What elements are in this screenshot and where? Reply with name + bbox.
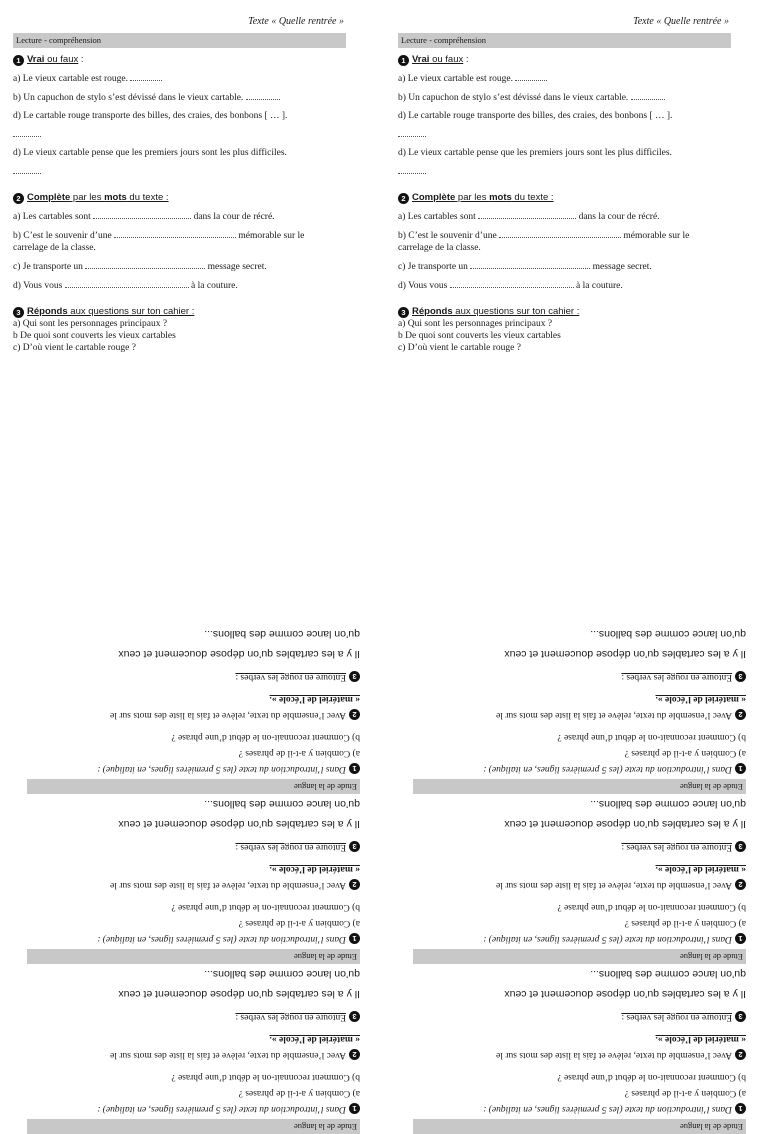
q1-heading: 1 Vrai ou faux : xyxy=(398,54,731,66)
number-badge-icon: 2 xyxy=(349,709,360,720)
section-header: Lecture - compréhension xyxy=(13,33,346,48)
q2-heading: 2 Complète par les mots du texte : xyxy=(398,192,731,204)
number-badge-icon: 1 xyxy=(349,763,360,774)
worksheet-left xyxy=(13,13,346,353)
number-badge-icon: 3 xyxy=(349,1011,360,1022)
langue-block: Etude de la langue 1Dans l’introduction du texte (les 5 premières lignes, en italique) : a) Combien y a-t-il de phrases ? b) Comment reconnait-on le début d’une phrase ? 2Avec l’ensemble du texte, relève et fais la liste des mots sur le « matériel de l’école ». 3Entoure en rouge les verbes : Il y a les cartables qu’on dépose doucement et ceux qu’on lance comme des ballons... xyxy=(27,794,360,964)
number-badge-icon: 2 xyxy=(13,193,24,204)
number-badge-icon: 1 xyxy=(735,933,746,944)
number-badge-icon: 1 xyxy=(398,55,409,66)
q2-item: b) C’est le souvenir d’une mémorable sur le xyxy=(13,231,305,241)
doc-title: Texte « Quelle rentrée » xyxy=(633,16,729,27)
number-badge-icon: 2 xyxy=(349,879,360,890)
number-badge-icon: 3 xyxy=(735,671,746,682)
q2-item: carrelage de la classe. xyxy=(398,243,481,253)
answer-line xyxy=(398,128,731,141)
number-badge-icon: 1 xyxy=(13,55,24,66)
number-badge-icon: 3 xyxy=(735,841,746,852)
q2-item: c) Je transporte un message secret. xyxy=(398,262,652,272)
answer-line xyxy=(13,128,346,141)
q1-item: d) Le vieux cartable pense que les premiers jours sont les plus difficiles. xyxy=(13,148,287,158)
q3-item: c) D’où vient le cartable rouge ? xyxy=(13,343,136,353)
number-badge-icon: 2 xyxy=(735,709,746,720)
q1-heading: 1 Vrai ou faux : xyxy=(13,54,346,66)
answer-line xyxy=(13,165,346,178)
number-badge-icon: 2 xyxy=(735,879,746,890)
langue-column xyxy=(413,558,746,1132)
doc-title: Texte « Quelle rentrée » xyxy=(248,16,344,27)
q2-item: a) Les cartables sont dans la cour de récré. xyxy=(398,212,660,222)
upside-down-exercises xyxy=(0,558,768,1132)
langue-column xyxy=(27,558,360,1132)
langue-block: Etude de la langue 1Dans l’introduction du texte (les 5 premières lignes, en italique) : a) Combien y a-t-il de phrases ? b) Comment reconnait-on le début d’une phrase ? 2Avec l’ensemble du texte, relève et fais la liste des mots sur le « matériel de l’école ». 3Entoure en rouge les verbes : Il y a les cartables qu’on dépose doucement et ceux qu’on lance comme des ballons... xyxy=(27,624,360,794)
number-badge-icon: 3 xyxy=(398,307,409,318)
number-badge-icon: 3 xyxy=(349,841,360,852)
number-badge-icon: 3 xyxy=(735,1011,746,1022)
q2-item: d) Vous vous à la couture. xyxy=(398,281,623,291)
langue-block: Etude de la langue 1Dans l’introduction du texte (les 5 premières lignes, en italique) : a) Combien y a-t-il de phrases ? b) Comment reconnait-on le début d’une phrase ? 2Avec l’ensemble du texte, relève et fais la liste des mots sur le « matériel de l’école ». 3Entoure en rouge les verbes : Il y a les cartables qu’on dépose doucement et ceux qu’on lance comme des ballons... xyxy=(413,624,746,794)
q1-item: b) Un capuchon de stylo s’est dévissé dans le vieux cartable. xyxy=(13,91,346,104)
q1-item: b) Un capuchon de stylo s’est dévissé dans le vieux cartable. xyxy=(398,91,731,104)
number-badge-icon: 2 xyxy=(349,1049,360,1060)
langue-block: Etude de la langue 1Dans l’introduction du texte (les 5 premières lignes, en italique) : a) Combien y a-t-il de phrases ? b) Comment reconnait-on le début d’une phrase ? 2Avec l’ensemble du texte, relève et fais la liste des mots sur le « matériel de l’école ». 3Entoure en rouge les verbes : Il y a les cartables qu’on dépose doucement et ceux qu’on lance comme des ballons... xyxy=(413,794,746,964)
q1-item: d) Le cartable rouge transporte des billes, des craies, des bonbons [ … ]. xyxy=(398,111,673,121)
q2-item: carrelage de la classe. xyxy=(13,243,96,253)
number-badge-icon: 2 xyxy=(398,193,409,204)
q3-item: a) Qui sont les personnages principaux ? xyxy=(398,319,553,329)
q3-heading: 3 Réponds aux questions sur ton cahier : xyxy=(398,306,731,318)
number-badge-icon: 3 xyxy=(349,671,360,682)
q3-heading: 3 Réponds aux questions sur ton cahier : xyxy=(13,306,346,318)
rotated-page xyxy=(0,558,768,1132)
answer-line xyxy=(398,165,731,178)
q1-item: a) Le vieux cartable est rouge. xyxy=(398,72,731,85)
number-badge-icon: 1 xyxy=(735,1103,746,1114)
q2-item: a) Les cartables sont dans la cour de récré. xyxy=(13,212,275,222)
number-badge-icon: 2 xyxy=(735,1049,746,1060)
q2-item: b) C’est le souvenir d’une mémorable sur le xyxy=(398,231,690,241)
q1-item: d) Le cartable rouge transporte des billes, des craies, des bonbons [ … ]. xyxy=(13,111,288,121)
q2-item: d) Vous vous à la couture. xyxy=(13,281,238,291)
q2-heading: 2 Complète par les mots du texte : xyxy=(13,192,346,204)
number-badge-icon: 3 xyxy=(13,307,24,318)
number-badge-icon: 1 xyxy=(735,763,746,774)
q1-item: a) Le vieux cartable est rouge. xyxy=(13,72,346,85)
q3-item: c) D’où vient le cartable rouge ? xyxy=(398,343,521,353)
number-badge-icon: 1 xyxy=(349,1103,360,1114)
q2-item: c) Je transporte un message secret. xyxy=(13,262,267,272)
q1-item: d) Le vieux cartable pense que les premiers jours sont les plus difficiles. xyxy=(398,148,672,158)
q3-item: a) Qui sont les personnages principaux ? xyxy=(13,319,168,329)
section-header: Lecture - compréhension xyxy=(398,33,731,48)
q3-item: b De quoi sont couverts les vieux cartables xyxy=(398,331,561,341)
number-badge-icon: 1 xyxy=(349,933,360,944)
worksheet-right xyxy=(398,13,731,353)
langue-block: Etude de la langue 1Dans l’introduction du texte (les 5 premières lignes, en italique) : a) Combien y a-t-il de phrases ? b) Comment reconnait-on le début d’une phrase ? 2Avec l’ensemble du texte, relève et fais la liste des mots sur le « matériel de l’école ». 3Entoure en rouge les verbes : Il y a les cartables qu’on dépose doucement et ceux qu’on lance comme des ballons... xyxy=(413,964,746,1134)
langue-block: Etude de la langue 1Dans l’introduction du texte (les 5 premières lignes, en italique) : a) Combien y a-t-il de phrases ? b) Comment reconnait-on le début d’une phrase ? 2Avec l’ensemble du texte, relève et fais la liste des mots sur le « matériel de l’école ». 3Entoure en rouge les verbes : Il y a les cartables qu’on dépose doucement et ceux qu’on lance comme des ballons... xyxy=(27,964,360,1134)
q3-item: b De quoi sont couverts les vieux cartables xyxy=(13,331,176,341)
